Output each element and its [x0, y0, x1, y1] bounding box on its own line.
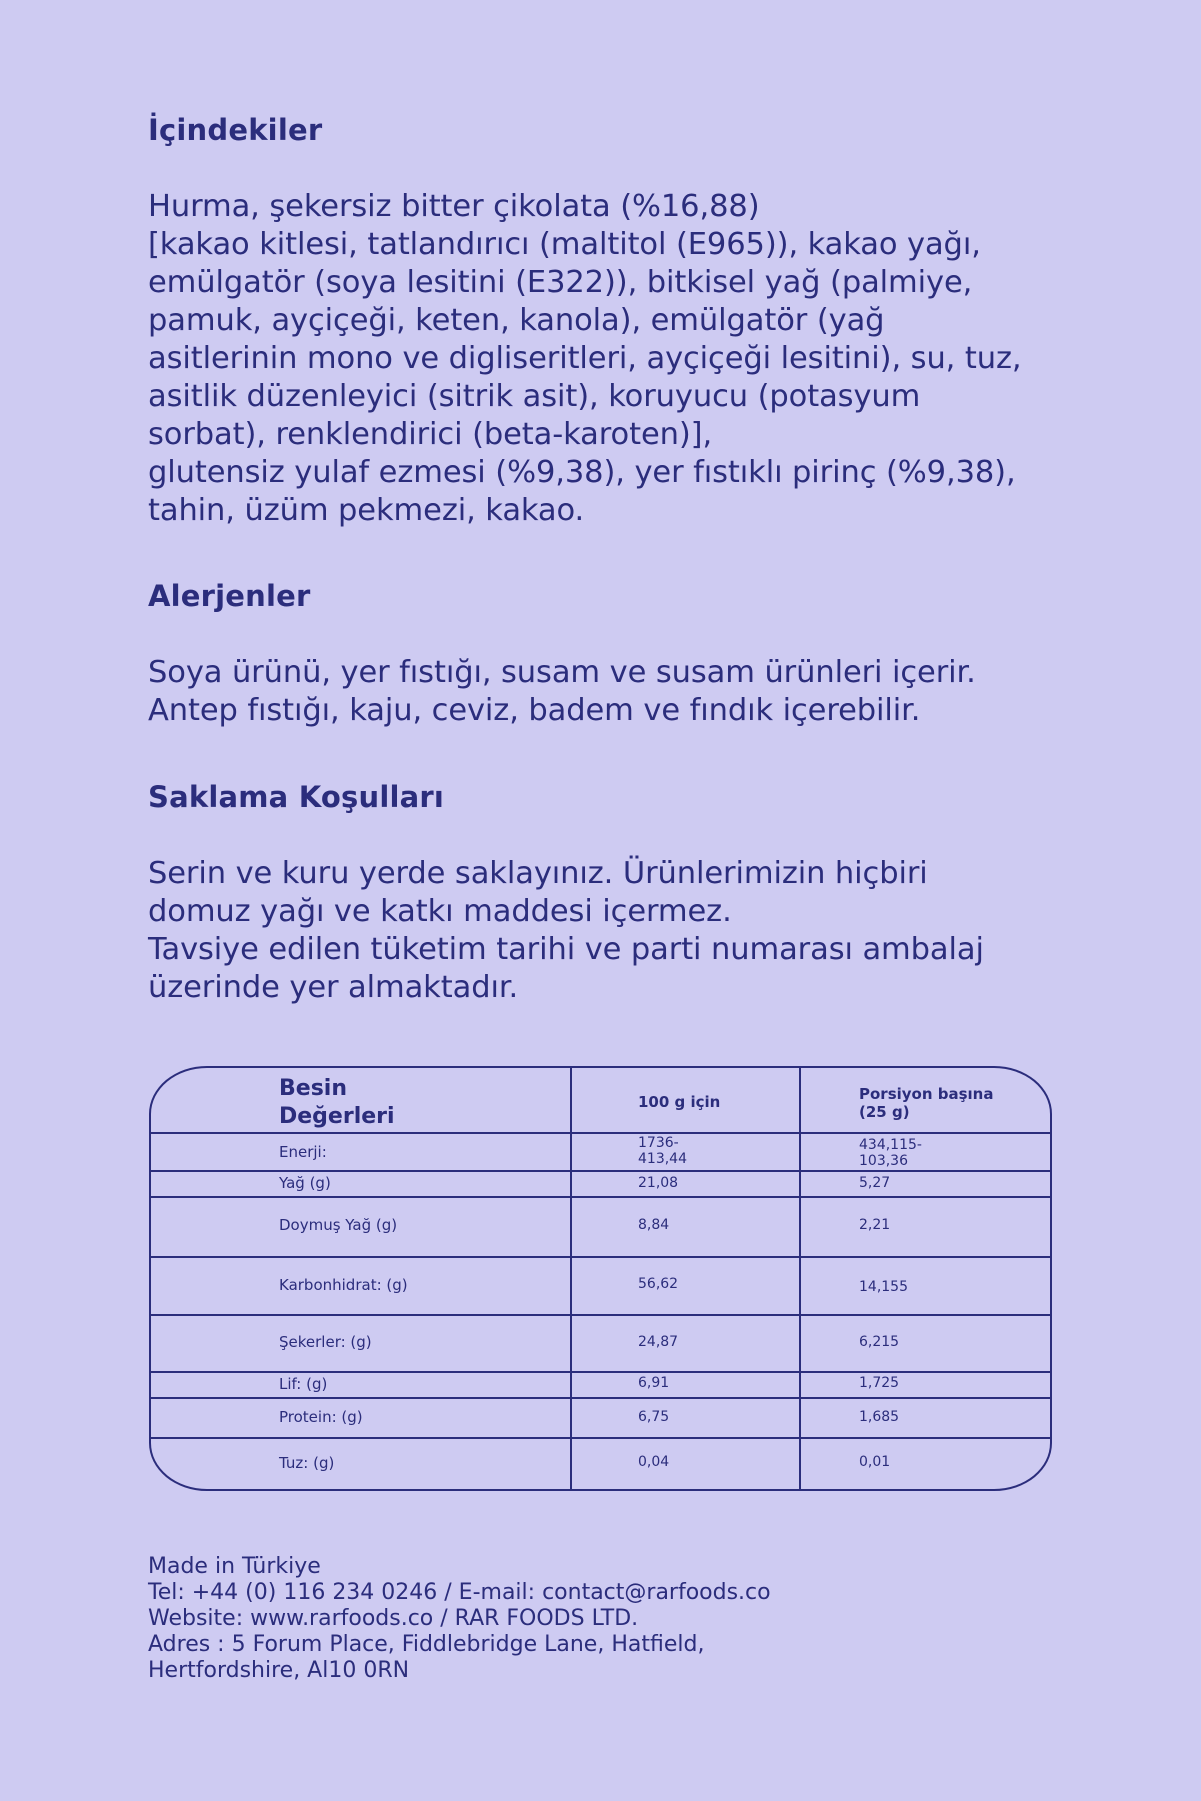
allergens-title: Alerjenler [148, 579, 311, 613]
row-label: Enerji: [279, 1143, 327, 1161]
storage-title: Saklama Koşulları [148, 780, 445, 814]
row-value-portion: 6,215 [859, 1334, 900, 1350]
company-info [148, 1554, 771, 1684]
column-header-portion-line: Porsiyon başına [859, 1085, 994, 1103]
ingredients-line: pamuk, ayçiçeği, keten, kanola), emülgatör (yağ [148, 303, 885, 338]
row-label: Lif: (g) [279, 1375, 328, 1393]
row-label: Protein: (g) [279, 1408, 363, 1426]
row-value-100g: 8,84 [638, 1217, 670, 1233]
row-value-portion: 1,685 [859, 1409, 900, 1425]
row-value-100g: 56,62 [638, 1276, 679, 1292]
row-value-portion: 14,155 [859, 1279, 908, 1295]
column-header-portion [859, 1085, 993, 1121]
ingredients-line: tahin, üzüm pekmezi, kakao. [148, 493, 585, 528]
row-divider [151, 1397, 1050, 1399]
website-text: Website: www.rarfoods.co / RAR FOODS LTD. [148, 1606, 639, 1631]
allergens-line: Soya ürünü, yer fıstığı, susam ve susam ürünleri içerir. [148, 655, 976, 690]
row-label: Yağ (g) [279, 1174, 331, 1192]
row-value-100g: 21,08 [638, 1175, 679, 1191]
storage-text [148, 855, 1048, 1007]
value-line: 1736- [638, 1135, 679, 1151]
ingredients-text [148, 188, 1048, 530]
row-value-100g: 6,75 [638, 1409, 670, 1425]
ingredients-line: emülgatör (soya lesitini (E322)), bitkisel yağ (palmiye, [148, 265, 973, 300]
row-divider [151, 1314, 1050, 1316]
value-line: 434,115- [859, 1137, 922, 1153]
address-text: Hertfordshire, Al10 0RN [148, 1658, 410, 1683]
address-text: Adres : 5 Forum Place, Fiddlebridge Lane, Hatfield, [148, 1632, 705, 1657]
value-line: 413,44 [638, 1151, 687, 1167]
table-title-line: Değerleri [279, 1104, 395, 1129]
nutrition-table [149, 1066, 1052, 1491]
row-value-100g: 24,87 [638, 1334, 679, 1350]
ingredients-line: sorbat), renklendirici (beta-karoten)], [148, 417, 713, 452]
allergens-text [148, 654, 1048, 730]
row-value-portion [859, 1137, 922, 1169]
row-divider [151, 1170, 1050, 1172]
ingredients-line: glutensiz yulaf ezmesi (%9,38), yer fıstıklı pirinç (%9,38), [148, 455, 1016, 490]
row-divider [151, 1196, 1050, 1198]
ingredients-title: İçindekiler [148, 113, 323, 147]
ingredients-line: asitlik düzenleyici (sitrik asit), koruyucu (potasyum [148, 379, 921, 414]
row-label: Şekerler: (g) [279, 1333, 372, 1351]
row-value-100g: 6,91 [638, 1375, 670, 1391]
value-line: 103,36 [859, 1153, 908, 1169]
row-value-100g: 0,04 [638, 1454, 670, 1470]
row-value-100g [638, 1135, 687, 1167]
row-value-portion: 2,21 [859, 1217, 891, 1233]
row-label: Doymuş Yağ (g) [279, 1216, 398, 1234]
ingredients-line: asitlerinin mono ve digliseritleri, ayçiçeği lesitini), su, tuz, [148, 341, 1022, 376]
row-label: Karbonhidrat: (g) [279, 1276, 408, 1294]
storage-line: üzerinde yer almaktadır. [148, 970, 519, 1005]
row-value-portion: 5,27 [859, 1175, 891, 1191]
row-divider [151, 1371, 1050, 1373]
row-value-portion: 1,725 [859, 1375, 900, 1391]
table-title [279, 1075, 395, 1131]
ingredients-line: [kakao kitlesi, tatlandırıcı (maltitol (E965)), kakao yağı, [148, 227, 981, 262]
made-in-text: Made in Türkiye [148, 1554, 321, 1579]
row-label: Tuz: (g) [279, 1454, 335, 1472]
row-divider [151, 1132, 1050, 1134]
table-title-line: Besin [279, 1076, 347, 1101]
allergens-line: Antep fıstığı, kaju, ceviz, badem ve fındık içerebilir. [148, 693, 921, 728]
column-header-portion-line: (25 g) [859, 1103, 910, 1121]
row-value-portion: 0,01 [859, 1454, 891, 1470]
ingredients-line: Hurma, şekersiz bitter çikolata (%16,88) [148, 189, 760, 224]
row-divider [151, 1256, 1050, 1258]
storage-line: Serin ve kuru yerde saklayınız. Ürünlerimizin hiçbiri [148, 856, 928, 891]
contact-text: Tel: +44 (0) 116 234 0246 / E-mail: contact@rarfoods.co [148, 1580, 771, 1605]
column-header-100g: 100 g için [638, 1093, 721, 1111]
storage-line: Tavsiye edilen tüketim tarihi ve parti numarası ambalaj [148, 932, 984, 967]
storage-line: domuz yağı ve katkı maddesi içermez. [148, 894, 732, 929]
row-divider [151, 1437, 1050, 1439]
